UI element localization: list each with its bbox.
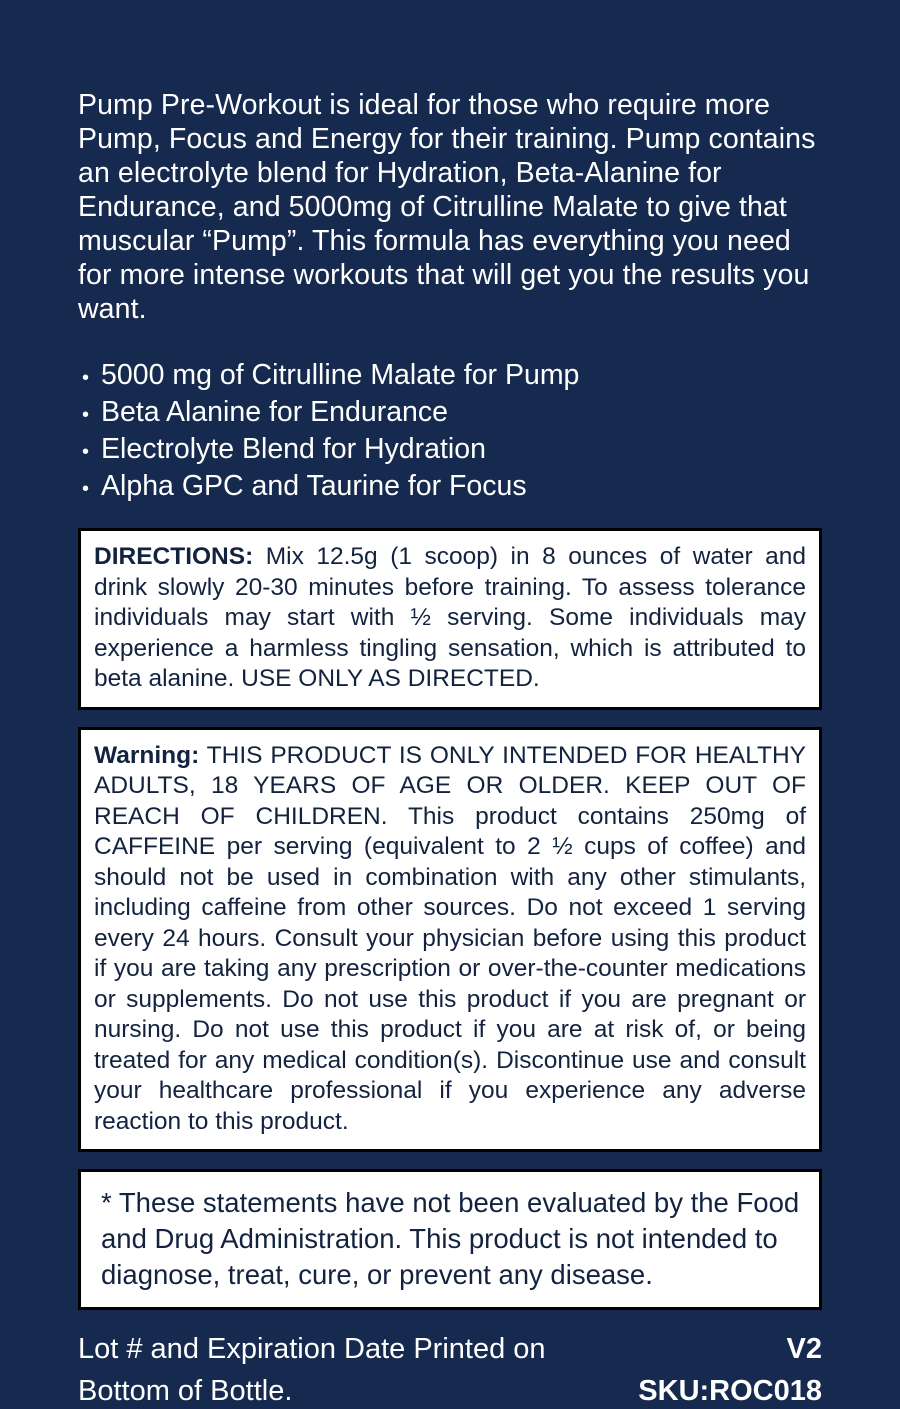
disclaimer-text: * These statements have not been evaluated by the Food and Drug Administration. This product is not intended to diagnose, treat, cure, or prevent any disease. — [101, 1187, 800, 1290]
footer — [78, 1328, 822, 1409]
warning-body: THIS PRODUCT IS ONLY INTENDED FOR HEALTHY ADULTS, 18 YEARS OF AGE OR OLDER. KEEP OUT OF REACH OF CHILDREN. This product contains 250mg of CAFFEINE per serving (equivalent to 2 ½ cups of coffee) and should not be used in combination with any other stimulants, including caffeine from other sources. Do not exceed 1 serving every 24 hours. Consult your physician before using this product if you are taking any prescription or over-the-counter medications or supplements. Do not use this product if you are pregnant or nursing. Do not use this product if you are at risk of, or being treated for any medical condition(s). Discontinue use and consult your healthcare professional if you experience any adverse reaction to this product. — [94, 741, 806, 1135]
disclaimer-box — [78, 1169, 822, 1310]
footer-right — [638, 1328, 822, 1409]
directions-box — [78, 528, 822, 710]
sku-label: SKU:ROC018 — [638, 1375, 822, 1407]
benefit-item — [78, 469, 822, 506]
benefits-list — [78, 358, 822, 506]
benefit-text: Alpha GPC and Taurine for Focus — [101, 470, 527, 502]
warning-title: Warning: — [94, 741, 200, 769]
bullet-icon: • — [82, 404, 90, 426]
benefit-item — [78, 358, 822, 395]
bullet-icon: • — [82, 478, 90, 500]
bullet-icon: • — [82, 441, 90, 463]
directions-title: DIRECTIONS: — [94, 543, 254, 570]
intro-paragraph: Pump Pre-Workout is ideal for those who require more Pump, Focus and Energy for their training. Pump contains an electrolyte blend for Hydration, Beta-Alanine for Endurance, and 5000mg of Citrulline Malate to give that muscular “Pump”. This formula has everything you need for more intense workouts that will get you the results you want. — [78, 89, 816, 325]
version-label: V2 — [786, 1333, 822, 1365]
benefit-text: Electrolyte Blend for Hydration — [101, 433, 486, 465]
directions-body: Mix 12.5g (1 scoop) in 8 ounces of water and drink slowly 20-30 minutes before training. To assess tolerance individuals may start with ½ serving. Some individuals may experience a harmless tingling sensation, which is attributed to beta alanine. USE ONLY AS DIRECTED. — [94, 543, 806, 692]
benefit-item — [78, 395, 822, 432]
benefit-item — [78, 432, 822, 469]
benefit-text: Beta Alanine for Endurance — [101, 396, 449, 428]
lot-expiration-text: Lot # and Expiration Date Printed on Bottom of Bottle. — [78, 1333, 546, 1407]
bullet-icon: • — [82, 367, 90, 389]
benefit-text: 5000 mg of Citrulline Malate for Pump — [101, 359, 580, 391]
directions-text — [94, 542, 806, 695]
warning-box — [78, 727, 822, 1153]
warning-text — [94, 741, 806, 1138]
